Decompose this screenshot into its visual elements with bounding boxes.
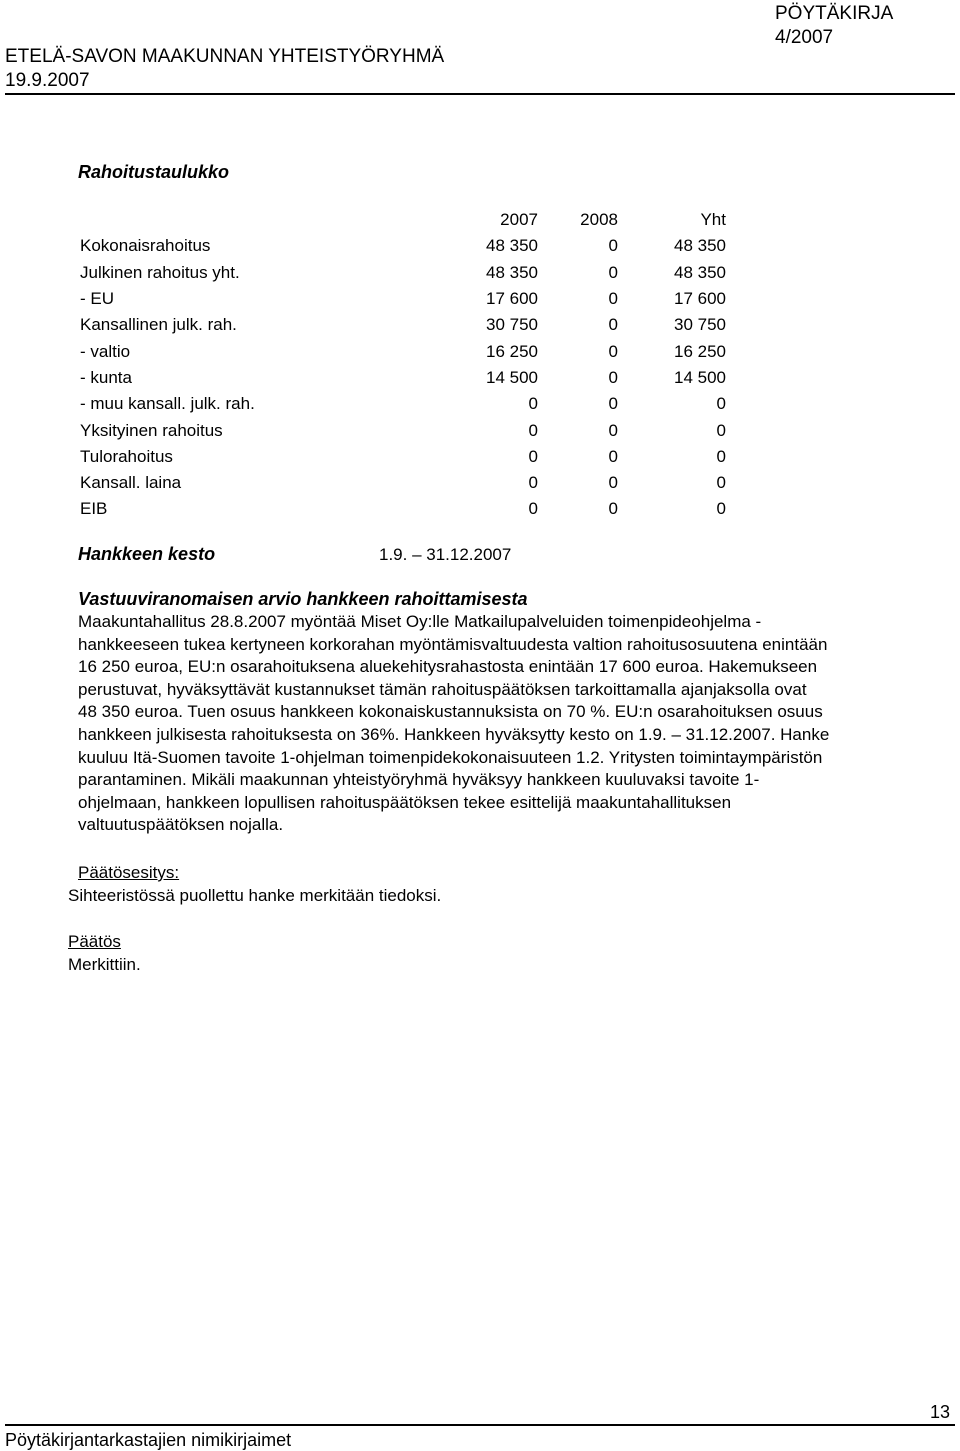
table-cell-label: Kansallinen julk. rah. — [80, 315, 237, 335]
table-header-2007: 2007 — [500, 210, 538, 230]
assessment-line: Maakuntahallitus 28.8.2007 myöntää Miset Oy:lle Matkailupalveluiden toimenpideohjelma - — [78, 612, 762, 631]
organization-name: ETELÄ-SAVON MAAKUNNAN YHTEISTYÖRYHMÄ — [5, 46, 445, 67]
table-row — [72, 417, 734, 443]
table-cell-2007: 0 — [528, 420, 538, 440]
assessment-text — [78, 611, 958, 837]
table-cell-2007: 0 — [528, 473, 538, 493]
signature-label: Pöytäkirjantarkastajien nimikirjaimet — [5, 1430, 292, 1450]
assessment-line: parantaminen. Mikäli maakunnan yhteistyöryhmä hyväksyy hankkeen kuuluvaksi tavoite 1- — [78, 770, 760, 790]
decision-text: Merkittiin. — [68, 955, 141, 974]
table-cell-total: 0 — [716, 499, 726, 519]
duration-label: Hankkeen kesto — [78, 544, 216, 564]
assessment-title: Vastuuviranomaisen arvio hankkeen rahoittamisesta — [78, 589, 528, 609]
table-cell-2008: 0 — [608, 367, 618, 387]
assessment-line: hankkeen julkisesta rahoituksesta on 36%. Hankkeen hyväksytty kesto on 1.9. – 31.12.2007. Hanke — [78, 724, 830, 744]
table-cell-2007: 48 350 — [486, 262, 538, 282]
table-cell-label: - EU — [80, 289, 114, 309]
header-divider — [5, 93, 955, 95]
funding-table — [72, 207, 734, 523]
table-cell-label: - valtio — [80, 341, 131, 361]
table-cell-label: Kansall. laina — [80, 473, 182, 493]
table-cell-label: Kokonaisrahoitus — [80, 236, 211, 256]
table-cell-2007: 17 600 — [486, 289, 538, 309]
table-header-label — [72, 207, 464, 233]
funding-table-header-row — [72, 207, 734, 233]
assessment-line: 48 350 euroa. Tuen osuus hankkeen kokonaiskustannuksista on 70 %. EU:n osarahoituksen osuus — [78, 702, 823, 722]
table-row — [72, 233, 734, 259]
proposal-heading: Päätösesitys: — [78, 863, 180, 882]
proposal-text: Sihteeristössä puollettu hanke merkitään tiedoksi. — [68, 886, 442, 905]
table-cell-2007: 48 350 — [486, 236, 538, 256]
table-cell-total: 17 600 — [674, 289, 726, 309]
table-cell-total: 14 500 — [674, 367, 726, 387]
meeting-date: 19.9.2007 — [5, 70, 90, 91]
decision-heading: Päätös — [68, 932, 121, 951]
table-row — [72, 286, 734, 312]
table-cell-total: 48 350 — [674, 236, 726, 256]
table-row — [72, 391, 734, 417]
table-cell-2008: 0 — [608, 394, 618, 414]
footer-divider — [5, 1424, 955, 1426]
table-cell-2008: 0 — [608, 262, 618, 282]
table-cell-2008: 0 — [608, 341, 618, 361]
table-cell-total: 48 350 — [674, 262, 726, 282]
table-row — [72, 365, 734, 391]
doc-type: PÖYTÄKIRJA — [775, 3, 894, 24]
table-row — [72, 444, 734, 470]
table-cell-2008: 0 — [608, 446, 618, 466]
page-number: 13 — [930, 1402, 951, 1422]
table-cell-2008: 0 — [608, 499, 618, 519]
table-cell-2008: 0 — [608, 473, 618, 493]
funding-table-body — [72, 233, 734, 522]
assessment-line: ohjelmaan, hankkeen lopullisen rahoituspäätöksen tekee esittelijä maakuntahallituksen — [78, 792, 732, 812]
table-cell-2007: 0 — [528, 499, 538, 519]
table-cell-2007: 0 — [528, 446, 538, 466]
assessment-line: kuuluu Itä-Suomen tavoite 1-ohjelman toimenpidekokonaisuuteen 1.2. Yritysten toimintaympäristön — [78, 747, 823, 767]
table-cell-total: 0 — [716, 420, 726, 440]
table-cell-2007: 16 250 — [486, 341, 538, 361]
table-cell-2007: 0 — [528, 394, 538, 414]
table-header-2008: 2008 — [580, 210, 618, 230]
table-cell-label: - kunta — [80, 367, 132, 387]
assessment-line: 16 250 euroa, EU:n osarahoituksena aluekehitysrahastosta enintään 17 600 euroa. Hakemukseen — [78, 657, 818, 677]
table-row — [72, 496, 734, 522]
table-cell-2007: 14 500 — [486, 367, 538, 387]
table-row — [72, 470, 734, 496]
assessment-line: perustuvat, hyväksyttävät kustannukset tämän rahoituspäätöksen tarkoittamalla ajanjaksolla ovat — [78, 679, 807, 699]
table-cell-total: 16 250 — [674, 341, 726, 361]
assessment-line: hankkeeseen tukea kertyneen korkorahan myöntämisvaltuudesta valtion rahoitusosuutena enintään — [78, 634, 828, 654]
table-header-total: Yht — [700, 210, 726, 230]
assessment-line: valtuutuspäätöksen nojalla. — [78, 815, 284, 835]
table-cell-2007: 30 750 — [486, 315, 538, 335]
funding-table-title: Rahoitustaulukko — [78, 162, 230, 182]
table-row — [72, 260, 734, 286]
table-cell-label: Tulorahoitus — [80, 446, 173, 466]
table-cell-label: - muu kansall. julk. rah. — [80, 394, 255, 414]
table-cell-2008: 0 — [608, 289, 618, 309]
table-row — [72, 312, 734, 338]
doc-number: 4/2007 — [775, 27, 834, 48]
table-cell-label: Yksityinen rahoitus — [80, 420, 223, 440]
table-cell-label: Julkinen rahoitus yht. — [80, 262, 240, 282]
table-cell-total: 0 — [716, 446, 726, 466]
document-header-right — [775, 2, 893, 50]
table-cell-2008: 0 — [608, 315, 618, 335]
table-row — [72, 338, 734, 364]
table-cell-total: 0 — [716, 473, 726, 493]
table-cell-label: EIB — [80, 499, 108, 519]
table-cell-2008: 0 — [608, 236, 618, 256]
table-cell-total: 30 750 — [674, 315, 726, 335]
table-cell-2008: 0 — [608, 420, 618, 440]
duration-value: 1.9. – 31.12.2007 — [379, 545, 512, 564]
document-header-left — [5, 45, 444, 93]
table-cell-total: 0 — [716, 394, 726, 414]
